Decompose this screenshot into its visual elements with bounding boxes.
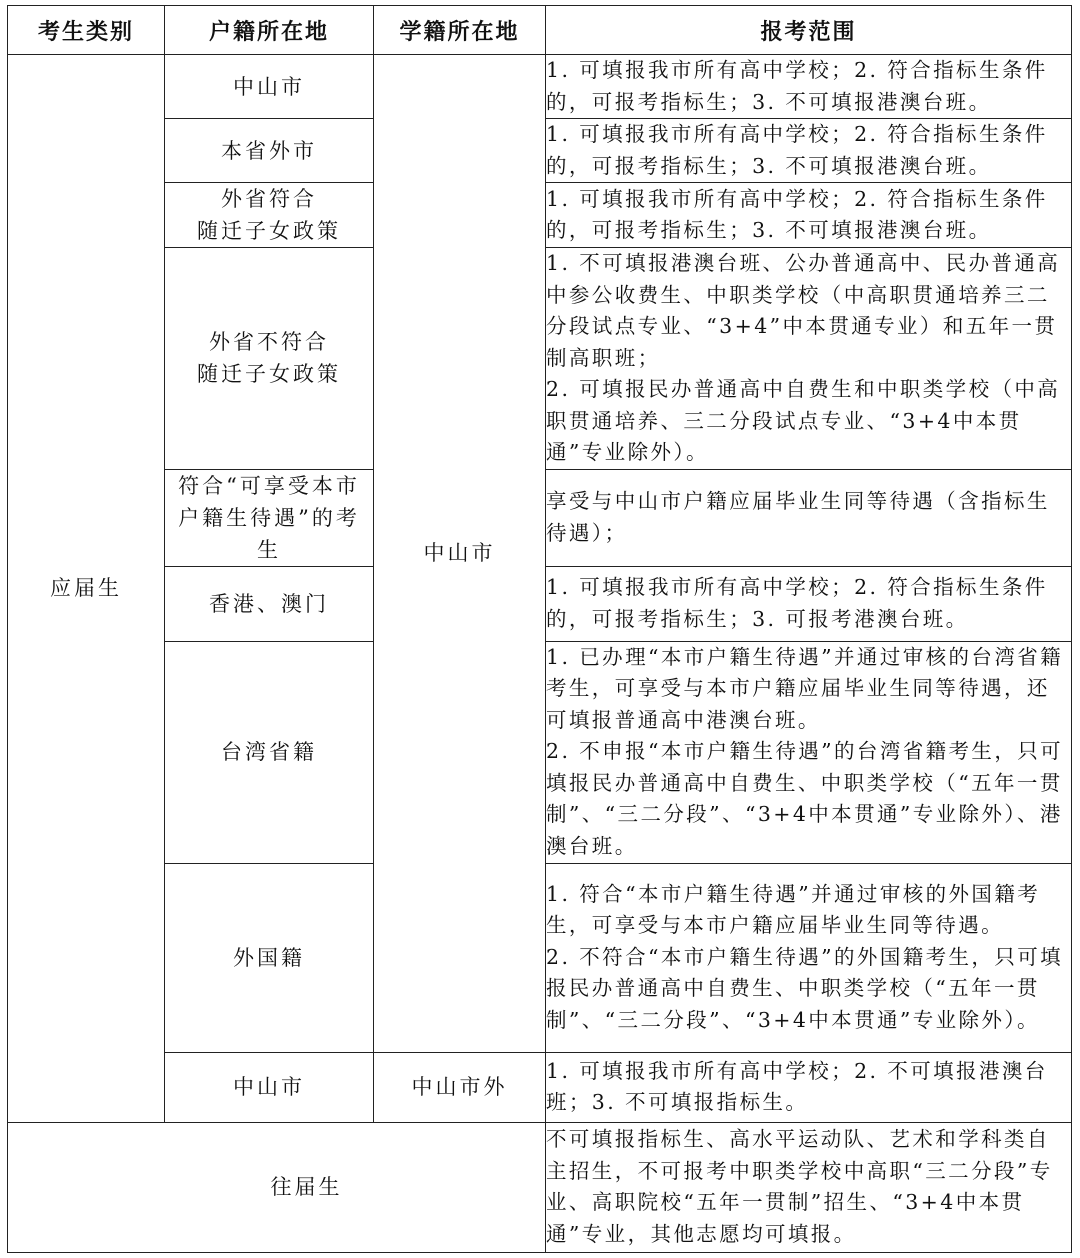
header-scope: 报考范围 bbox=[546, 6, 1072, 55]
xueji-outside: 中山市外 bbox=[374, 1052, 546, 1122]
scope-cell bbox=[546, 566, 1072, 641]
header-huji: 户籍所在地 bbox=[165, 6, 374, 55]
huji-line: 台湾省籍 bbox=[221, 740, 317, 764]
scope-text: 1. 已办理“本市户籍生待遇”并通过审核的台湾省籍考生，可享受与本市户籍应届毕业生同等待遇，还可填报普通高中港澳台班。 bbox=[546, 644, 1064, 732]
scope-text: 1. 可填报我市所有高中学校；2. 符合指标生条件的，可报考指标生；3. 不可填报港澳台班。 bbox=[546, 186, 1048, 242]
huji-line: 外省不符合 bbox=[209, 330, 329, 355]
huji-line: 户籍生待遇”的考 bbox=[178, 505, 360, 530]
scope-cell bbox=[546, 469, 1072, 566]
scope-text: 1. 可填报我市所有高中学校；2. 不可填报港澳台班；3. 不可填报指标生。 bbox=[546, 1058, 1048, 1114]
huji-line: 生 bbox=[257, 537, 281, 562]
category-current: 应届生 bbox=[8, 55, 165, 1123]
scope-text: 2. 不符合“本市户籍生待遇”的外国籍考生，只可填报民办普通高中自费生、中职类学校（“五年一贯制”、“三二分段”、“3+4中本贯通”专业除外）。 bbox=[546, 944, 1064, 1032]
xueji-zhongshan: 中山市 bbox=[374, 55, 546, 1053]
header-category: 考生类别 bbox=[8, 6, 165, 55]
scope-text: 1. 不可填报港澳台班、公办普通高中、民办普通高中参公收费生、中职类学校（中高职贯通培养三二分段试点专业、“3+4”中本贯通专业）和五年一贯制高职班； bbox=[546, 251, 1061, 370]
table-row bbox=[8, 1122, 1072, 1252]
category-previous: 往届生 bbox=[8, 1122, 546, 1252]
scope-cell bbox=[546, 1122, 1072, 1252]
header-xueji: 学籍所在地 bbox=[374, 6, 546, 55]
huji-line: 随迁子女政策 bbox=[197, 362, 341, 387]
huji-line: 随迁子女政策 bbox=[197, 219, 341, 243]
scope-cell bbox=[546, 863, 1072, 1052]
scope-cell bbox=[546, 183, 1072, 248]
scope-cell bbox=[546, 248, 1072, 470]
huji-line: 中山市 bbox=[233, 1075, 305, 1099]
scope-text: 1. 符合“本市户籍生待遇”并通过审核的外国籍考生，可享受与本市户籍应届毕业生同等待遇。 bbox=[546, 881, 1041, 938]
table-row bbox=[8, 1052, 1072, 1122]
scope-text: 1. 可填报我市所有高中学校；2. 符合指标生条件的，可报考指标生；3. 可报考港澳台班。 bbox=[546, 575, 1048, 631]
huji-line: 本省外市 bbox=[221, 138, 317, 163]
huji-cell bbox=[165, 566, 374, 641]
scope-text: 2. 不申报“本市户籍生待遇”的台湾省籍考生，只可填报民办普通高中自费生、中职类学校（“五年一贯制”、“三二分段”、“3+4中本贯通”专业除外）、港澳台班。 bbox=[546, 739, 1064, 858]
scope-text: 1. 可填报我市所有高中学校；2. 符合指标生条件的，可报考指标生；3. 不可填报港澳台班。 bbox=[546, 58, 1048, 114]
huji-cell bbox=[165, 183, 374, 248]
huji-cell bbox=[165, 863, 374, 1052]
huji-line: 中山市 bbox=[233, 74, 305, 99]
huji-line: 外省符合 bbox=[221, 187, 317, 211]
table-header-row bbox=[8, 6, 1072, 55]
huji-cell bbox=[165, 55, 374, 119]
scope-cell bbox=[546, 55, 1072, 119]
huji-line: 外国籍 bbox=[233, 945, 305, 970]
huji-cell bbox=[165, 119, 374, 183]
scope-text: 不可填报指标生、高水平运动队、艺术和学科类自主招生，不可报考中职类学校中高职“三二分段”专业、高职院校“五年一贯制”招生、“3+4中本贯通”专业，其他志愿均可填报。 bbox=[546, 1127, 1053, 1246]
table-row bbox=[8, 55, 1072, 119]
scope-text: 享受与中山市户籍应届毕业生同等待遇（含指标生待遇）； bbox=[546, 489, 1050, 545]
huji-cell bbox=[165, 641, 374, 863]
huji-cell bbox=[165, 248, 374, 470]
scope-text: 2. 可填报民办普通高中自费生和中职类学校（中高职贯通培养、三二分段试点专业、“3+4中本贯通”专业除外）。 bbox=[546, 377, 1061, 464]
huji-line: 符合“可享受本市 bbox=[178, 473, 360, 498]
admission-scope-table bbox=[7, 5, 1072, 1253]
huji-cell bbox=[165, 1052, 374, 1122]
scope-cell bbox=[546, 641, 1072, 863]
scope-cell bbox=[546, 119, 1072, 183]
huji-line: 香港、澳门 bbox=[209, 591, 329, 616]
scope-text: 1. 可填报我市所有高中学校；2. 符合指标生条件的，可报考指标生；3. 不可填报港澳台班。 bbox=[546, 122, 1048, 178]
scope-cell bbox=[546, 1052, 1072, 1122]
huji-cell bbox=[165, 469, 374, 566]
